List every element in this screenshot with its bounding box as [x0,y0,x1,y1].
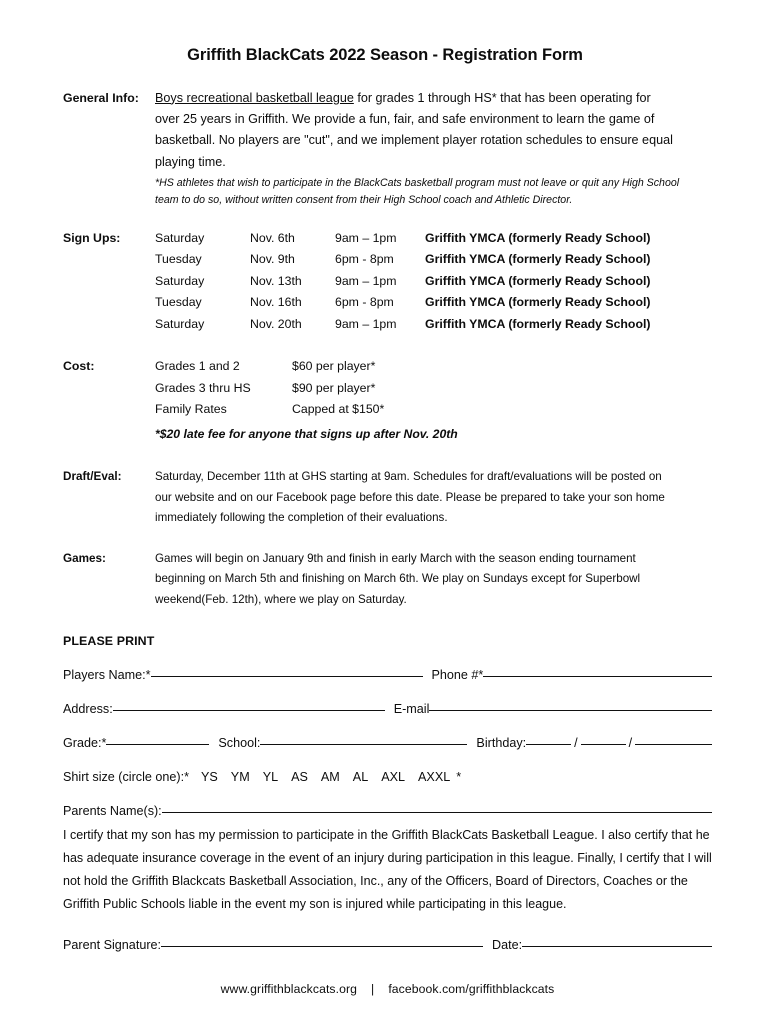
sign-ups-section [0,228,770,336]
cost-row [155,356,710,378]
general-info-paragraph [155,88,675,173]
cost-price: $90 per player* [292,380,376,395]
birthday-month-input[interactable] [526,744,571,745]
cost-section [0,356,770,445]
sign-up-row [155,292,710,314]
shirt-size-option[interactable]: AM [320,770,340,785]
general-info-section [0,88,770,210]
email-input[interactable] [429,710,712,711]
page-title: Griffith BlackCats 2022 Season - Registration Form [187,46,583,64]
signature-row [63,938,712,952]
sign-up-time: 6pm - 8pm [335,295,394,310]
cost-item: Family Rates [155,402,227,417]
cost-item: Grades 3 thru HS [155,380,251,395]
sign-ups-label: Sign Ups: [63,230,121,245]
birthday-day-input[interactable] [581,744,626,745]
website-link[interactable]: www.griffithblackcats.org [220,982,358,997]
players-name-row [63,668,712,682]
draft-eval-label: Draft/Eval: [63,470,122,484]
general-info-label: General Info: [63,90,139,105]
cost-row [155,399,710,421]
sign-up-time: 9am – 1pm [335,230,397,245]
players-name-label: Players Name:* [63,668,151,683]
sign-up-date: Nov. 16th [250,295,302,310]
draft-eval-section [0,467,770,529]
cost-price: $60 per player* [292,359,376,374]
sign-up-row [155,271,710,293]
birthday-separator-1: / [574,736,578,751]
sign-up-date: Nov. 9th [250,252,295,267]
birthday-label: Birthday: [476,736,527,751]
parents-name-input[interactable] [162,812,712,813]
sign-up-date: Nov. 6th [250,230,295,245]
shirt-size-option[interactable]: YL [262,770,279,785]
shirt-size-option[interactable]: AS [291,770,308,785]
school-label: School: [218,736,261,751]
sign-up-day: Saturday [155,316,205,331]
footer [63,982,712,996]
parent-signature-input[interactable] [161,946,483,947]
shirt-size-option[interactable]: AXXL [418,770,451,785]
parents-name-label: Parents Name(s): [63,804,162,819]
games-label: Games: [63,551,106,565]
parent-signature-label: Parent Signature: [63,938,162,953]
players-name-input[interactable] [151,676,423,677]
date-label: Date: [492,938,523,953]
general-info-text: for grades 1 through HS* that has been operating for over 25 years in Griffith. We provide a fun, fair, and safe environment to learn the game of basketball. No players are "cut", and we implement player rotation schedules to ensure equal playing time. [155,90,673,169]
cost-table [155,356,710,421]
draft-eval-body [155,467,770,529]
sign-up-day: Saturday [155,230,205,245]
shirt-size-options [189,770,450,784]
sign-up-venue: Griffith YMCA (formerly Ready School) [425,295,651,310]
sign-up-row [155,314,710,336]
general-info-footnote: *HS athletes that wish to participate in the BlackCats basketball program must not leave or quit any High School team to do so, without written consent from their High School coach and Athletic Director. [155,176,680,207]
games-paragraph: Games will begin on January 9th and finish in early March with the season ending tournament beginning on March 5th and finishing on March 6th. We play on Sundays except for Superbowl weekend(Feb. 12th), where we play on Saturday. [155,551,641,606]
footer-separator: | [371,982,375,997]
phone-label: Phone #* [431,668,484,683]
sign-up-venue: Griffith YMCA (formerly Ready School) [425,230,651,245]
general-info-body [155,88,770,210]
date-input[interactable] [522,946,712,947]
email-label: E-mail [393,702,430,717]
sign-up-time: 6pm - 8pm [335,252,394,267]
school-input[interactable] [260,744,467,745]
certification-paragraph: I certify that my son has my permission to participate in the Griffith BlackCats Basketball League. I also certify that he has adequate insurance coverage in the event of an injury during participation in this league. Finally, I certify that I will not hold the Griffith Blackcats Basketball Association, Inc., any of the Officers, Board of Directors, Coaches or the Griffith Public Schools liable in the event my son is injured while participating in this league. [63,828,712,912]
sign-up-time: 9am – 1pm [335,316,397,331]
phone-input[interactable] [483,676,712,677]
sign-up-date: Nov. 13th [250,273,302,288]
sign-up-date: Nov. 20th [250,316,302,331]
grade-input[interactable] [106,744,209,745]
shirt-size-row [63,770,712,784]
general-info-lead: Boys recreational basketball league [155,90,354,105]
shirt-size-option[interactable]: AL [352,770,369,785]
shirt-size-option[interactable]: YS [200,770,218,785]
birthday-year-input[interactable] [635,744,712,745]
sign-up-row [155,249,710,271]
sign-up-venue: Griffith YMCA (formerly Ready School) [425,316,651,331]
games-body [155,549,770,611]
sign-ups-table [155,228,770,336]
games-section [0,549,770,611]
sign-up-day: Tuesday [155,295,202,310]
draft-eval-paragraph: Saturday, December 11th at GHS starting at 9am. Schedules for draft/evaluations will be posted on our website and on our Facebook page before this date. Please be prepared to take your son home immediately following the completion of their evaluations. [155,470,665,525]
sign-up-day: Tuesday [155,252,202,267]
grade-label: Grade:* [63,736,107,751]
cost-late-fee-note: *$20 late fee for anyone that signs up after Nov. 20th [155,426,458,441]
birthday-separator-2: / [628,736,633,751]
cost-item: Grades 1 and 2 [155,359,240,374]
cost-price: Capped at $150* [292,402,385,417]
grade-school-birthday-row [63,736,712,750]
shirt-size-option[interactable]: YM [230,770,250,785]
cost-row [155,378,710,400]
shirt-size-option[interactable]: AXL [381,770,406,785]
sign-up-venue: Griffith YMCA (formerly Ready School) [425,273,651,288]
address-input[interactable] [113,710,385,711]
shirt-size-suffix: * [456,770,462,785]
sign-up-time: 9am – 1pm [335,273,397,288]
sign-up-day: Saturday [155,273,205,288]
parents-name-row [63,804,712,818]
address-label: Address: [63,702,113,717]
facebook-link[interactable]: facebook.com/griffithblackcats [388,982,555,997]
sign-up-venue: Griffith YMCA (formerly Ready School) [425,252,651,267]
cost-body [155,356,770,445]
form-section [0,634,770,996]
address-row [63,702,712,716]
please-print-heading: PLEASE PRINT [63,634,155,649]
sign-up-row [155,228,710,250]
cost-label: Cost: [63,359,95,374]
shirt-size-label: Shirt size (circle one):* [63,770,189,785]
